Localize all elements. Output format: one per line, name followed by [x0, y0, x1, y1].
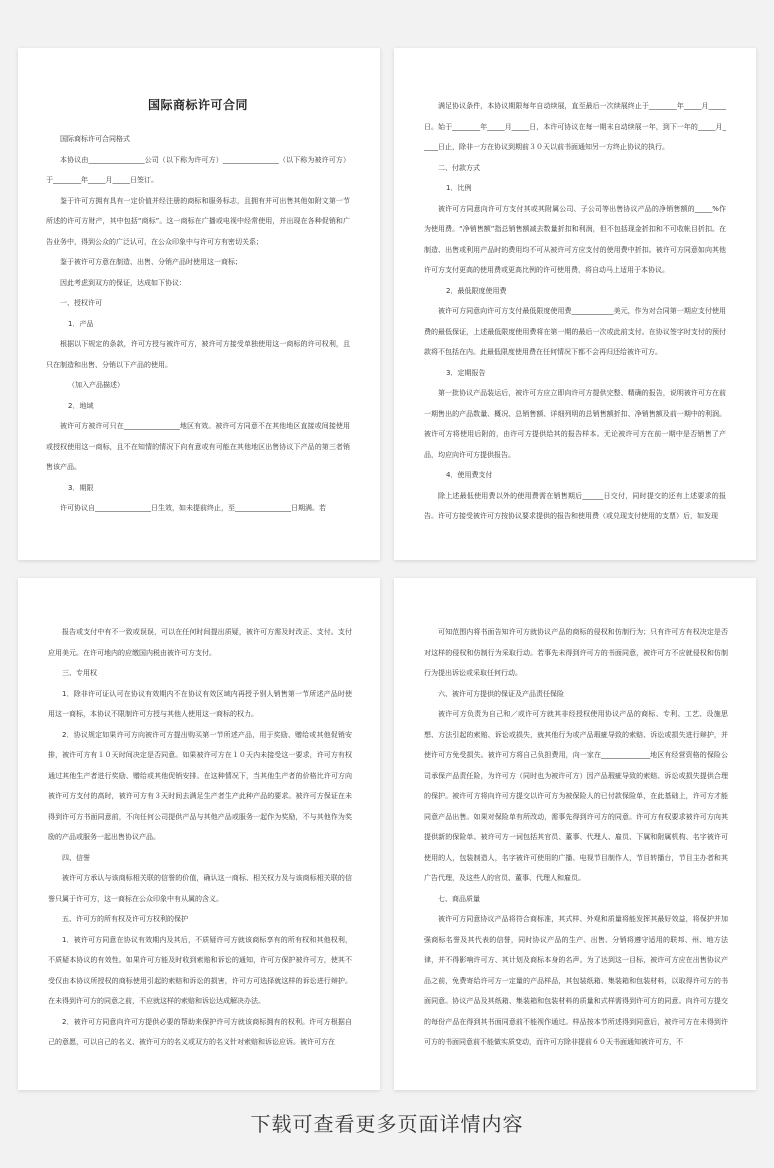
paragraph: 满足协议条件，本协议期限每年自动续展，直至最后一次续展终止于________年_____月_____日。始于________年_____月_____日，本许可协议在每一期末自动续展一年，到下一年的_____月_____日止，除非一方在协议到期前３０天以前书面通知另一方终止协议的执行。	[424, 102, 726, 151]
section-heading: 三、专用权	[62, 669, 97, 677]
paragraph: 国际商标许可合同格式	[60, 135, 130, 143]
subsection-heading: 3．期限	[68, 483, 94, 492]
paragraph: 根据以下规定的条款，许可方授与被许可方，被许可方接受单独使用这一商标的许可权利，且只在制造和出售、分销以下产品的使用。	[46, 340, 350, 369]
paragraph: 被许可方同意向许可方支付其或其附属公司、子公司等出售协议产品的净销售额的_____%作为使用费。“净销售额”指总销售额减去数量折扣和利润，但不包括现金折扣和不可收帐目折扣。在制造、出售或利用产品时的费用均不可从被许可方应支付的使用费中折扣。被许可方同意如向其他许可方支付更高的使用费或更高比例的许可使用费，将自动马上适用于本协议。	[424, 204, 726, 274]
paragraph: 报告或支付中有不一致或误误，可以在任何时间提出质疑，被许可方需及时改正、支付。支付应用美元。在许可地内的应缴国内税由被许可方支付。	[48, 628, 352, 657]
subsection-heading: 1．比例	[446, 184, 472, 192]
section-heading: 七、商品质量	[438, 894, 480, 903]
paragraph: 除上述最低使用费以外的使用费需在销售期后______日交付，同时提交的还有上述要求的报告。许可方接受被许可方按协议要求提供的报告和使用费（或兑现支付使用的支票）后，如发现	[424, 491, 726, 520]
document-page-3	[18, 578, 380, 1090]
document-title: 国际商标许可合同	[147, 98, 248, 112]
paragraph: 被许可方同意协议产品将符合商标准，其式样、外观和质量将能发挥其最好效益，将保护并加强商标名誉及其代表的信誉，同时协议产品的生产、出售、分销将遵守适用的联邦、州、地方法律，并不得影响许可方、其计划及商标本身的名声。为了达到这一目标，被许可方应在出售协议产品之前，免费寄给许可方一定量的产品样品，其包装纸箱、集装箱和包装材料，以取得许可方的书面同意。协议产品及其纸箱、集装箱和包装材料的质量和式样需得到许可方的同意。向许可方提交的每份产品在得到其书面同意前不能视作通过。样品按本节所述得到同意后，被许可方在未得到许可方的书面同意前不能做实质变动，而许可方除非提前６０天书面通知被许可方，不	[424, 915, 728, 1046]
document-page-1	[18, 48, 380, 560]
paragraph: 鉴于被许可方意在制造、出售、分销产品时使用这一商标；	[60, 258, 242, 266]
section-heading: 二、付款方式	[438, 163, 480, 172]
subsection-heading: 2．最低限度使用费	[446, 286, 507, 295]
paragraph: 1．除非许可证认可在协议有效期内不在协议有效区域内再授予别人销售第一节所述产品时使用这一商标，本协议不限制许可方授与其他人使用这一商标的权力。	[48, 689, 352, 718]
section-heading: 一、授权许可	[60, 299, 102, 307]
paragraph: 许可协议自________________日生效，如未提前终止，至________________日期满。若	[60, 504, 326, 512]
subsection-heading: 3．定期报告	[446, 368, 486, 377]
paragraph: 1．被许可方同意在协议有效期内及其后，不质疑许可方就该商标享有的所有权和其他权利，不质疑本协议的有效性。如果许可方能及时收到索赔和诉讼的通知，许可方保护被许可方，使其不受仅由本协议所授权的商标使用引起的索赔和诉讼的损害，许可方可选择就这样的诉讼进行辩护。在未得到许可方的同意之前，不应就这样的索赔和诉讼达成解决办法。	[48, 935, 352, 1005]
subsection-heading: 1．产品	[68, 319, 94, 328]
paragraph: 被许可方同意向许可方支付最低限度使用费____________美元，作为对合同第一期应支付使用费的最低保证，上述最低限度使用费将在第一期的最后一次或此前支付。在协议签字时支付的预付款将不包括在内。此最低限度使用费在任何情况下都不会再归还给被许可方。	[424, 307, 726, 356]
paragraph: 被许可方被许可只在________________地区有效。被许可方同意不在其他地区直接或间接使用或授权使用这一商标，且不在知情的情况下向有意或有可能在其他地区出售协议下产品的第三者销售该产品。	[46, 422, 350, 471]
paragraph: 2．被许可方同意向许可方提供必要的帮助来保护许可方就该商标拥有的权利。许可方根据自己的意愿，可以自己的名义、被许可方的名义或双方的名义针对索赔和诉讼应诉。被许可方在	[48, 1017, 352, 1046]
paragraph: 本协议由________________公司（以下称为许可方）________________（以下称为被许可方）于________年_____月_____日签订。	[46, 155, 350, 184]
paragraph: （加入产品描述）	[68, 381, 124, 389]
section-heading: 四、信誉	[62, 853, 90, 862]
paragraph: 被许可方负责为自己和／或许可方就其非经授权使用协议产品的商标、专利、工艺、设施思想、方法引起的索赔、诉讼或损失，就其他行为或产品瑕疵导致的索赔、诉讼或损失进行辩护，并使许可方免受损失。被许可方将自己负担费用，向一家在______________地区有经营资格的保险公司承保产品责任险，为许可方（同时也为被许可方）因产品瑕疵导致的索赔、诉讼或损失提供合理的保护。被许可方将向许可方提交以许可方为被保险人的已付款保险单，在此基础上，许可方才能同意产品出售。如果对保险单有所改动，需事先得到许可方的同意。许可方有权要求被许可方向其提供新的保险单。被许可方一词包括其官员、董事、代理人、雇员、下属和附属机构、名字被许可使用的人，包装制造人，名字被许可使用的广播、电视节目制作人，节目转播台，节目主办者和其广告代理，及这些人的官员、董事、代理人和雇员。	[424, 710, 728, 882]
subsection-heading: 2．地域	[68, 401, 94, 410]
paragraph: 被许可方承认与该商标相关联的信誉的价值，确认这一商标、相关权力及与该商标相关联的信誉只属于许可方，这一商标在公众印象中有从属的含义。	[48, 874, 352, 903]
paragraph: 鉴于许可方拥有具有一定价值并经注册的商标和服务标志，且拥有并可出售其他如附文第一节所述的许可方财产，其中包括“商标”。这一商标在广播或电视中经常使用，并出现在各种促销和广告业务中，得到公众的广泛认可，在公众印象中与许可方有密切关系；	[46, 196, 350, 246]
download-more-caption: 下载可查看更多页面详情内容	[250, 1112, 524, 1136]
section-heading: 六、被许可方提供的保证及产品责任保险	[438, 689, 564, 698]
paragraph: 2．协议规定如果许可方向被许可方提出购买第一节所述产品，用于奖励、赠给或其他促销安排，被许可方有１０天时间决定是否同意。如果被许可方在１０天内未接受这一要求，许可方有权通过其他生产者进行奖励、赠给或其他促销安排。在这种情况下，当其他生产者的价格比许可方向被许可方支付的高时，被许可方有３天时间去满足生产者生产此种产品的要求。被许可方保证在未得到许可方书面同意前，不向任何公司提供产品与其他产品或服务一起作为奖励，不与其他作为奖励的产品或服务一起出售协议产品。	[48, 730, 352, 841]
paragraph: 因此考虑到双方的保证，达成如下协议：	[60, 278, 186, 287]
document-page-4	[394, 578, 756, 1090]
paragraph: 第一批协议产品装运后，被许可方应立即向许可方提供完整、精确的报告，说明被许可方在前一期售出的产品数量、概况、总销售额、详细列明的总销售额折扣、净销售额及前一期中的利润。被许可方将使用后附的，由许可方提供给其的报告样本。无论被许可方在前一期中是否销售了产品，均应向许可方提供报告。	[424, 389, 726, 459]
section-heading: 五、许可方的所有权及许可方权利的保护	[62, 915, 188, 923]
document-page-2	[394, 48, 756, 560]
subsection-heading: 4．使用费支付	[446, 471, 493, 479]
paragraph: 可知范围内将书面告知许可方就协议产品的商标的侵权和仿制行为；只有许可方有权决定是否对这样的侵权和仿制行为采取行动。若事先未得到许可方的书面同意，被许可方不应就侵权和仿制行为提出诉讼或采取任何行动。	[424, 628, 728, 677]
